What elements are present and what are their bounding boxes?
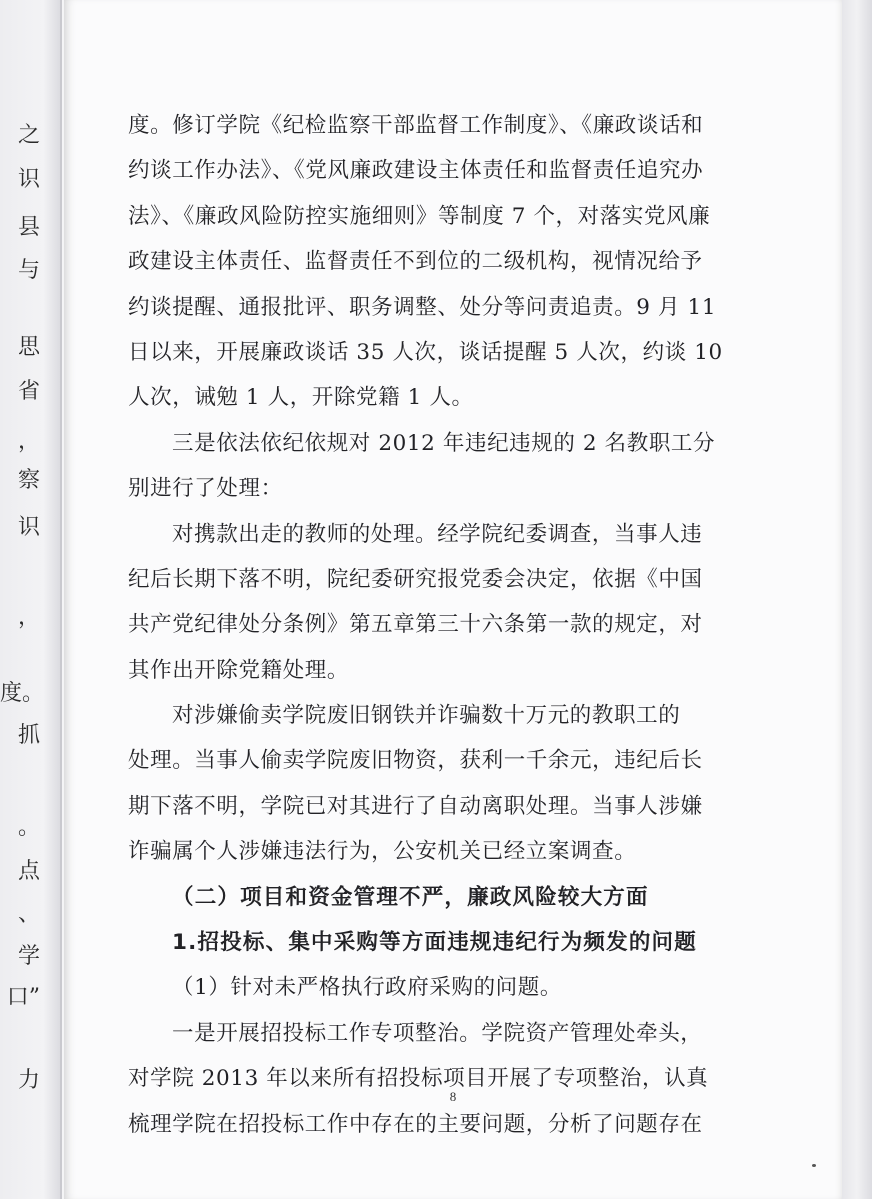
previous-page-fragment: 度。: [0, 681, 45, 706]
body-text-line: 一是开展招投标工作专项整治。学院资产管理处牵头，: [172, 1020, 703, 1046]
previous-page-fragment: 识: [17, 167, 40, 192]
previous-page-fragment: ，: [17, 429, 40, 454]
section-heading-line: （二）项目和资金管理不严，廉政风险较大方面: [172, 884, 649, 910]
previous-page-fragment: 。: [17, 815, 40, 840]
previous-page-fragment: 思: [17, 335, 40, 360]
body-text-line: 共产党纪律处分条例》第五章第三十六条第一款的规定，对: [128, 612, 703, 638]
body-text-line: 人次，诫勉 1 人，开除党籍 1 人。: [128, 385, 474, 411]
body-text-line: 度。修订学院《纪检监察干部监督工作制度》、《廉政谈话和: [128, 113, 704, 138]
body-text-line: 三是依法依纪依规对 2012 年违纪违规的 2 名教职工分: [172, 430, 716, 456]
body-text-line: 法》、《廉政风险防控实施细则》等制度 7 个，对落实党风廉: [128, 203, 711, 229]
scan-speck: [812, 1164, 816, 1167]
document-page: [64, 0, 842, 1199]
previous-page-fragment: 识: [17, 515, 40, 540]
previous-page-fragment: 口”: [6, 985, 40, 1010]
previous-page-fragment: 之: [17, 123, 40, 148]
body-text-line: 梳理学院在招投标工作中存在的主要问题，分析了问题存在: [128, 1111, 703, 1137]
previous-page-fragment: 点: [17, 859, 40, 884]
body-text-line: 约谈提醒、通报批评、职务调整、处分等问责追责。9 月 11: [128, 294, 717, 320]
body-text-line: 处理。当事人偷卖学院废旧物资，获利一千余元，违纪后长: [128, 748, 703, 774]
previous-page-fragment: 、: [17, 902, 40, 927]
body-text-line: 其作出开除党籍处理。: [128, 657, 350, 683]
next-page-edge: [842, 0, 872, 1199]
body-text-line: 约谈工作办法》、《党风廉政建设主体责任和监督责任追究办: [128, 158, 704, 184]
body-text-line: 别进行了处理：: [128, 476, 283, 502]
body-text-line: 诈骗属个人涉嫌违法行为，公安机关已经立案调查。: [128, 839, 637, 865]
previous-page-fragment: 力: [17, 1068, 40, 1093]
previous-page-fragment: 省: [17, 379, 40, 404]
previous-page-fragment: 学: [17, 944, 40, 969]
body-text-line: 期下落不明，学院已对其进行了自动离职处理。当事人涉嫌: [128, 793, 703, 819]
page-body-text: [128, 103, 788, 1147]
previous-page-fragment: 县: [17, 215, 40, 240]
page-number: 8: [449, 1089, 457, 1104]
body-text-line: 纪后长期下落不明，院纪委研究报党委会决定，依据《中国: [128, 566, 703, 592]
previous-page-fragment: 察: [17, 468, 40, 493]
page-gutter: [60, 0, 62, 1199]
previous-page-fragment: 抓: [17, 723, 40, 748]
body-text-line: 对涉嫌偷卖学院废旧钢铁并诈骗数十万元的教职工的: [172, 703, 681, 729]
previous-page-edge: [0, 0, 62, 1199]
body-text-line: 对携款出走的教师的处理。经学院纪委调查，当事人违: [172, 521, 703, 547]
body-text-line: 对学院 2013 年以来所有招投标项目开展了专项整治，认真: [128, 1066, 709, 1092]
body-text-line: 日以来，开展廉政谈话 35 人次，谈话提醒 5 人次，约谈 10: [128, 339, 723, 365]
section-heading-line: 1.招投标、集中采购等方面违规违纪行为频发的问题: [172, 930, 697, 956]
previous-page-fragment: ，: [17, 605, 40, 630]
previous-page-fragment: 与: [17, 258, 40, 283]
body-text-line: （1）针对未严格执行政府采购的问题。: [172, 975, 562, 1001]
body-text-line: 政建设主体责任、监督责任不到位的二级机构，视情况给予: [128, 249, 703, 275]
